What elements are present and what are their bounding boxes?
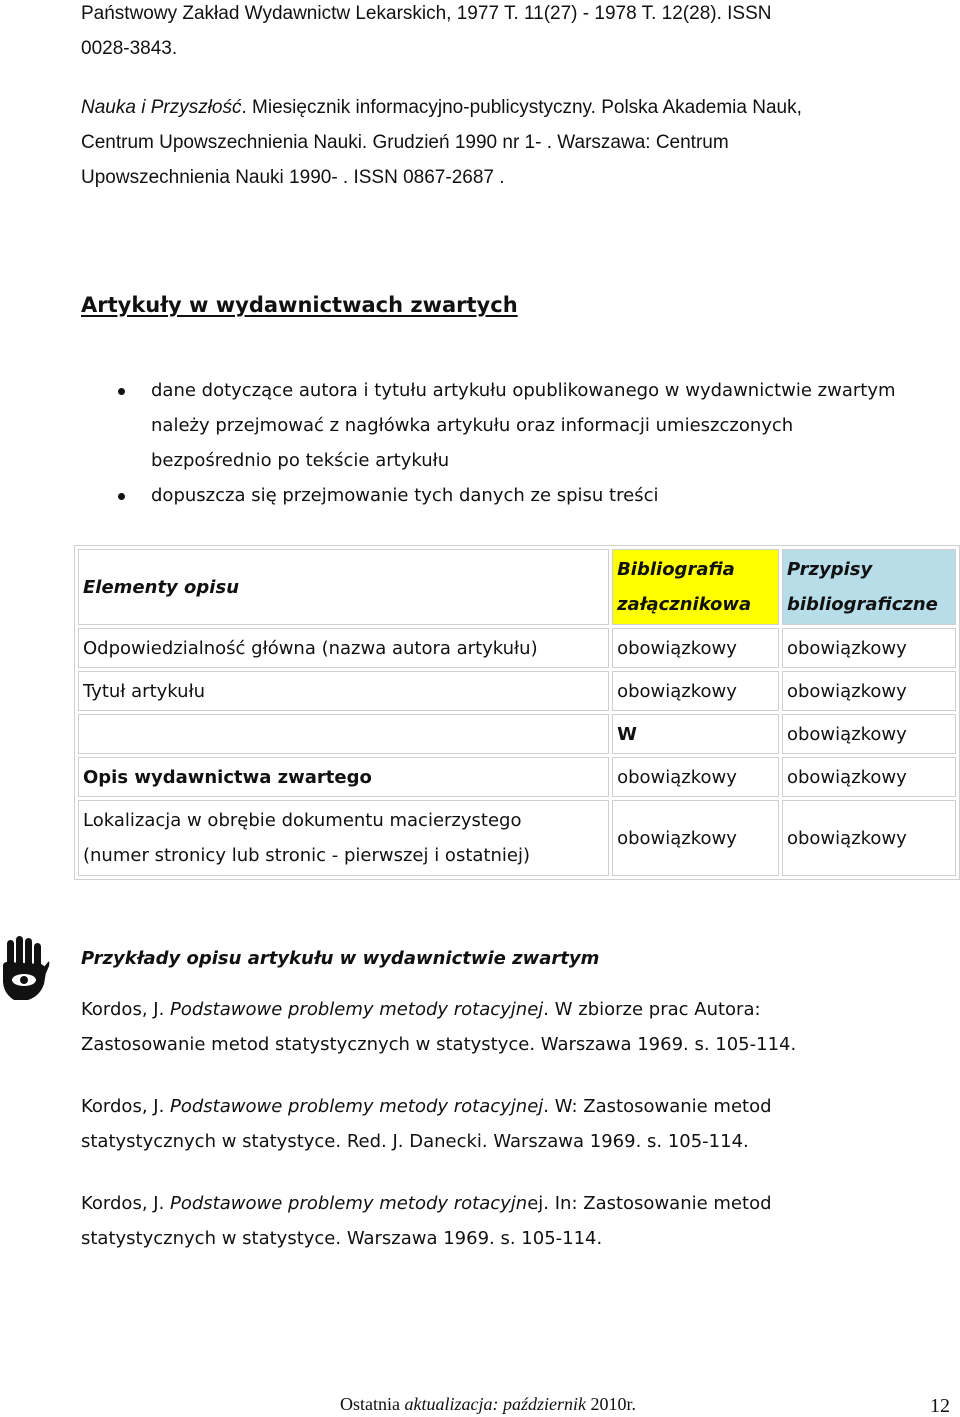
table-row (78, 757, 956, 797)
table-cell-bib: W (612, 714, 779, 754)
table-cell-element (78, 714, 609, 754)
table-cell-bib: obowiązkowy (612, 671, 779, 711)
description-elements-table (74, 545, 960, 880)
page-number: 12 (930, 1395, 950, 1417)
table-cell-przyp: obowiązkowy (782, 628, 956, 668)
table-cell-element: Opis wydawnictwa zwartego (78, 757, 609, 797)
reference-2 (81, 90, 802, 195)
hand-eye-icon (0, 936, 50, 1006)
table-row (78, 671, 956, 711)
reference-2-line2: Centrum Upowszechnienia Nauki. Grudzień 1990 nr 1- . Warszawa: Centrum (81, 132, 729, 153)
bullet-item: dane dotyczące autora i tytułu artykułu opublikowanego w wydawnictwie zwartym należy przejmować z nagłówka artykułu oraz informacji umieszczonych bezpośrednio po tekście artykułu (151, 373, 896, 478)
bullet-dot (118, 493, 125, 500)
table-cell-bib: obowiązkowy (612, 757, 779, 797)
bullet-list (151, 373, 896, 513)
table-row (78, 714, 956, 754)
table-cell-element: Odpowiedzialność główna (nazwa autora artykułu) (78, 628, 609, 668)
table-cell-bib: obowiązkowy (612, 628, 779, 668)
example-title: Podstawowe problemy metody rotacyjn (170, 1193, 528, 1214)
reference-1-line2: 0028-3843. (81, 38, 178, 59)
table-cell-przyp: obowiązkowy (782, 800, 956, 876)
table-cell-przyp: obowiązkowy (782, 757, 956, 797)
header-bibliografia: Bibliografia załącznikowa (612, 549, 779, 625)
table-cell-element: Lokalizacja w obrębie dokumentu macierzystego (numer stronicy lub stronic - pierwszej i ostatniej) (78, 800, 609, 876)
reference-2-line1: Nauka i Przyszłość. Miesięcznik informacyjno-publicystyczny. Polska Akademia Nauk, (81, 97, 802, 118)
table-cell-przyp: obowiązkowy (782, 714, 956, 754)
footer-update-note: Ostatnia aktualizacja: październik 2010r. (340, 1394, 636, 1414)
example-title: Podstawowe problemy metody rotacyjnej (170, 999, 544, 1020)
example-1: Kordos, J. Podstawowe problemy metody rotacyjnej. W zbiorze prac Autora: Zastosowanie metod statystycznych w statystyce. Warszawa 1969. s. 105-114. (81, 999, 797, 1055)
table-header-row (78, 549, 956, 625)
reference-1 (81, 0, 772, 66)
example-2: Kordos, J. Podstawowe problemy metody rotacyjnej. W: Zastosowanie metod statystycznych w statystyce. Red. J. Danecki. Warszawa 1969. s. 105-114. (81, 1096, 772, 1152)
table-cell-element: Tytuł artykułu (78, 671, 609, 711)
header-przypisy: Przypisy bibliograficzne (782, 549, 956, 625)
table-cell-bib: obowiązkowy (612, 800, 779, 876)
examples-title: Przykłady opisu artykułu w wydawnictwie zwartym (81, 948, 600, 969)
bullet-item: dopuszcza się przejmowanie tych danych ze spisu treści (151, 478, 896, 513)
table-cell-przyp: obowiązkowy (782, 671, 956, 711)
header-elementy-opisu: Elementy opisu (78, 549, 609, 625)
example-title: Podstawowe problemy metody rotacyjnej (170, 1096, 544, 1117)
reference-2-line3: Upowszechnienia Nauki 1990- . ISSN 0867-2687 . (81, 167, 505, 188)
section-title: Artykuły w wydawnictwach zwartych (81, 293, 518, 317)
example-3: Kordos, J. Podstawowe problemy metody rotacyjnej. In: Zastosowanie metod statystycznych w statystyce. Warszawa 1969. s. 105-114. (81, 1193, 772, 1249)
hand-eye-icon-svg (0, 936, 50, 1006)
reference-1-line1: Państwowy Zakład Wydawnictw Lekarskich, 1977 T. 11(27) - 1978 T. 12(28). ISSN (81, 3, 772, 24)
reference-2-title: Nauka i Przyszłość (81, 97, 242, 118)
table-row (78, 628, 956, 668)
bullet-dot (118, 388, 125, 395)
table-row (78, 800, 956, 876)
